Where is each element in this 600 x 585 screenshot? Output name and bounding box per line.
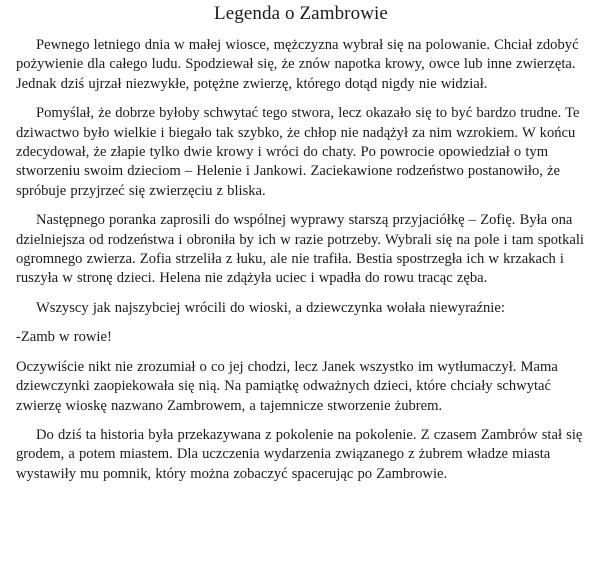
paragraph-hunting: Pewnego letniego dnia w małej wiosce, mężczyzna wybrał się na polowanie. Chciał zdobyć pożywienie dla całego ludu. Spodziewał się, że znów napotka krowy, owce lub inne zwierzęta. Jednak dziś ujrzał niezwykłe, potężne zwierzę, którego dotąd nigdy nie widział. bbox=[16, 37, 579, 92]
paragraph-return: Wszyscy jak najszybciej wrócili do wioski, a dziewczynka wołała niewyraźnie: bbox=[36, 299, 505, 316]
document-title: Legenda o Zambrowie bbox=[214, 3, 388, 24]
paragraph-monument: Do dziś ta historia była przekazywana z pokolenie na pokolenie. Z czasem Zambrów stał się grodem, a potem miastem. Dla uczczenia wydarzenia związanego z żubrem władze miasta wystawiły mu pomnik, który można zobaczyć spacerując po Zambrowie. bbox=[16, 426, 583, 482]
paragraph-expedition: Następnego poranka zaprosili do wspólnej wyprawy starszą przyjaciółkę – Zofię. Była ona dzielniejsza od rodzeństwa i obroniła by ich w razie potrzeby. Wybrali się na pole i tam spotkali ogromnego zwierza. Zofia strzeliła z łuku, ale nie trafiła. Bestia spostrzegła ich w krzakach i ruszyła w stronę dzieci. Helena nie zdążyła uciec i wpadła do rowu tracąc zęba. bbox=[16, 212, 584, 287]
paragraph-naming: Oczywiście nikt nie zrozumiał o co jej chodzi, lecz Janek wszystko im wytłumaczył. Mama dziewczynki zaopiekowała się nią. Na pamiątkę odważnych dzieci, które chciały schwytać zwierzę wioskę nazwano Zambrowem, a tajemnicze stworzenie żubrem. bbox=[16, 358, 558, 414]
paragraph-exclamation: -Zamb w rowie! bbox=[16, 329, 112, 346]
paragraph-creature: Pomyślał, że dobrze byłoby schwytać tego stwora, lecz okazało się to być bardzo trudne. Te dziwactwo było wielkie i biegało tak szybko, że chłop nie nadążył za nim wzrokiem. W końcu zdecydował, że złapie tylko dwie krowy i wróci do chaty. Po powrocie opowiedział o tym stworzeniu swoim dzieciom – Helenie i Jankowi. Zaciekawione rodzeństwo postanowiło, że spróbuje przyjrzeć się zwierzęciu z bliska. bbox=[16, 105, 580, 199]
